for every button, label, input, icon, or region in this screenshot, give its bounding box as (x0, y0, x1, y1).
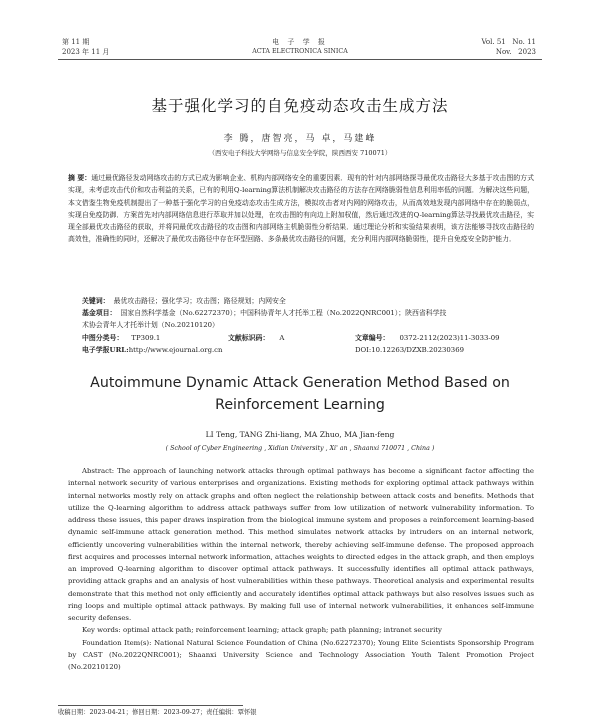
paper-title-en (0, 372, 600, 416)
fund-en (68, 637, 534, 674)
received-dates: 收稿日期：2023-04-21；修回日期：2023-09-27；责任编辑：覃怀银 (58, 709, 257, 716)
issue-date-en: Nov. 2023 (495, 48, 536, 56)
fund-cn (82, 308, 446, 319)
clc-number (82, 333, 160, 344)
abstract-cn-text: 通过最优路径发动网络攻击的方式已成为影响企业、机构内部网络安全的重要因素．现有的针对内部网络探寻最优攻击路径大多基于攻击图的方式实现，未考虑攻击代价和攻击利益的关系，已有的利用Q-learning算法机制解决攻击路径的方法存在网络脆弱性信息利用率低的问题．为解决这些问题，本文借鉴生物免疫机制提出了一种基于强化学习的自免疫动态攻击生成方法，模拟攻击者对内网的网络攻击，从而高效地发现内部网络中存在的脆弱点，实现自免疫防御．方案首先对内部网络信息进行萃取并加以处理，在攻击图的有向边上附加权值，然后通过改进的Q-learning算法寻找最优攻击路径，实现全部最优攻击路径的获取，并将同最优攻击路径的攻击图和内部网络主机脆弱性分析结果．通过理论分析和实验结果表明，该方法能够寻找攻击路径的高效性，准确性的同时，还解决了最优攻击路径中存在环型回路、多条最优攻击路径的问题，充分利用内部网络脆弱性，提升自免疫安全防护能力． (68, 174, 534, 244)
keywords-cn-text: 最优攻击路径；强化学习；攻击图；路径规划；内网安全 (113, 297, 286, 305)
journal-name-cn: 电 子 学 报 (272, 38, 328, 46)
paper-title-cn: 基于强化学习的自免疫动态攻击生成方法 (151, 97, 449, 115)
fund-en-label: Foundation Item(s): (82, 638, 152, 647)
doi: DOI:10.12263/DZXB.20230369 (355, 346, 464, 354)
fund-cn-text-line1: 国家自然科学基金（No.62272370）；中国科协青年人才托举工程（No.2022QNRC001）；陕西省科学技 (120, 309, 447, 317)
article-number (355, 333, 500, 344)
header-rule (58, 59, 542, 60)
fund-cn-label: 基金项目： (82, 309, 117, 317)
affiliation-cn: （西安电子科技大学网络与信息安全学院，陕西西安 710071） (208, 149, 392, 157)
issue-number-cn: 第 11 期 (62, 38, 90, 46)
clc-value: TP309.1 (131, 334, 161, 342)
keywords-en-label: Key words: (82, 626, 121, 635)
article-number-value: 0372-2112(2023)11-3033-09 (399, 334, 500, 342)
footer-rule (58, 705, 243, 706)
abstract-en-text: The approach of launching network attacks through optimal pathways has become a significant factor affecting the internal network security of various enterprises and organizations. Existing methods for exploring optimal attack pathways within internal networks mostly rely on attack graphs and often neglect the relationship between attack costs and benefits. Methods that utilize the Q-learning algorithm to address attack pathways suffer from low utilization of network vulnerability information. To address these issues, this paper draws inspiration from the biological immune system and proposes a reinforcement learning-based dynamic self-immune attack generation method. This method simulates network attacks by intruders on an internal network, efficiently uncovering vulnerabilities within the internal network, thereby achieving self-immune defense. The proposed approach first acquires and processes internal network information, attaches weights to directed edges in the attack graph, and then employs an improved Q-learning algorithm to discover optimal attack pathways. It successfully identifies all optimal attack pathways, providing attack graphs and an analysis of host vulnerabilities within these pathways. Theoretical analysis and experimental results demonstrate that this method not only efficiently and accurately identifies optimal attack pathways but also resolves issues such as ring loops and multiple optimal attack pathways. By making full use of internal network vulnerabilities, it enhances self-immune security defenses. (68, 467, 534, 622)
keywords-en-text: optimal attack path; reinforcement learning; attack graph; path planning; intranet security (122, 626, 442, 635)
keywords-en (68, 624, 534, 636)
journal-name-en: ACTA ELECTRONICA SINICA (252, 48, 348, 55)
abstract-en (68, 465, 534, 673)
paper-title-en-line2: Reinforcement Learning (215, 397, 385, 413)
fund-en-text: National Natural Science Foundation of China (No.62272370); Young Elite Scientists Sponsorship Program by CAST (No.2022QNRC001); Shaanxi University Science and Technology Association Youth Talent Promotion Project (No.20210120) (68, 638, 534, 671)
fund-cn-text-line2: 术协会青年人才托举计划（No.20210120） (82, 321, 219, 329)
document-code-value: A (279, 334, 285, 342)
abstract-en-label: Abstract: (82, 467, 115, 475)
keywords-cn-label: 关键词： (82, 297, 110, 305)
clc-label: 中图分类号： (82, 334, 124, 342)
document-code (228, 333, 284, 344)
authors-cn: 李 腾，唐智亮，马 卓，马建峰 (223, 134, 377, 144)
affiliation-en: ( School of Cyber Engineering , Xidian University , Xi' an , Shaanxi 710071 , China ) (165, 445, 435, 452)
keywords-cn (82, 296, 286, 307)
abstract-cn (68, 172, 534, 246)
journal-url-label: 电子学报URL: (82, 346, 129, 354)
authors-en: LI Teng, TANG Zhi-liang, MA Zhuo, MA Jian-feng (205, 430, 395, 439)
journal-url-link[interactable]: http://www.ejournal.org.cn (128, 346, 223, 354)
article-number-label: 文章编号： (355, 334, 390, 342)
document-code-label: 文献标识码： (228, 334, 270, 342)
journal-url (82, 345, 222, 356)
abstract-cn-label: 摘 要： (68, 174, 92, 182)
issue-date-cn: 2023 年 11 月 (62, 48, 110, 56)
volume-number: Vol. 51 No. 11 (481, 38, 536, 46)
paper-title-en-line1: Autoimmune Dynamic Attack Generation Method Based on (90, 375, 510, 391)
